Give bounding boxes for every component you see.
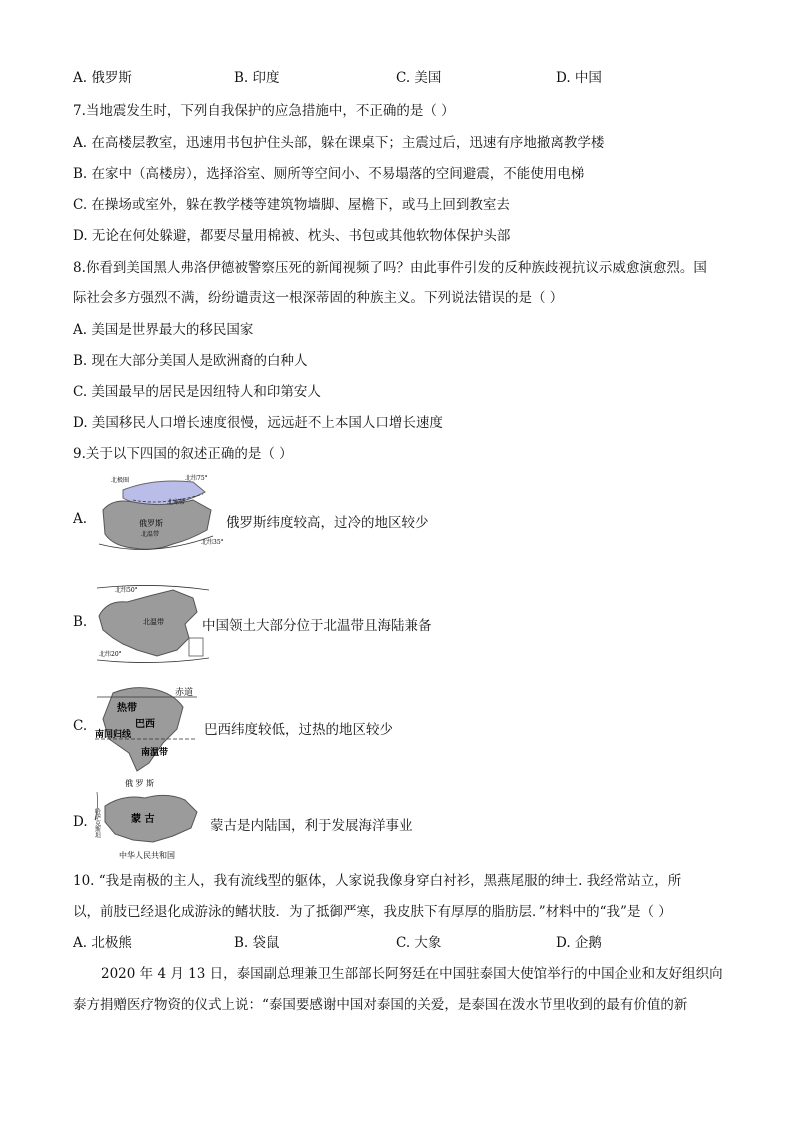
q8-option-c: C. 美国最早的居民是因纽特人和印第安人: [73, 384, 321, 400]
q6-option-b: B. 印度: [234, 70, 280, 86]
q9-option-d-letter: D.: [73, 814, 88, 830]
q10-option-a: A. 北极熊: [73, 935, 132, 951]
q6-option-d: D. 中国: [556, 70, 602, 86]
brazil-map-image: [93, 683, 201, 775]
brazil-label-5: 南温带: [141, 748, 169, 758]
russia-label-1: 北极圈: [111, 477, 130, 484]
russia-label-2: 北纬75°: [185, 475, 208, 482]
q9-option-a-text: 俄罗斯纬度较高，过冷的地区较少: [226, 515, 429, 531]
q9-option-b-letter: B.: [73, 614, 88, 630]
passage-line2: 泰方捐赠医疗物资的仪式上说：“泰国要感谢中国对泰国的关爱，是泰国在泼水节里收到的最有价值的新: [73, 997, 688, 1013]
q10-option-c: C. 大象: [396, 935, 442, 951]
russia-map-image: [93, 470, 224, 566]
q8-stem-line1: 8.你看到美国黑人弗洛伊德被警察压死的新闻视频了吗？由此事件引发的反种族歧视抗议示威愈演愈烈。国: [73, 260, 707, 276]
mongolia-label-2: 蒙 古: [131, 814, 155, 825]
q6-option-c: C. 美国: [396, 70, 442, 86]
mongolia-label-4: 中华人民共和国: [119, 851, 175, 860]
q8-option-d: D. 美国移民人口增长速度很慢，远远赶不上本国人口增长速度: [73, 415, 443, 431]
q9-stem: 9.关于以下四国的叙述正确的是（ ）: [73, 446, 293, 462]
brazil-label-1: 赤道: [175, 688, 194, 698]
q9-option-d-text: 蒙古是内陆国，利于发展海洋事业: [210, 818, 413, 834]
q7-stem: 7.当地震发生时，下列自我保护的应急措施中，不正确的是（ ）: [73, 103, 455, 119]
passage-line1: 2020 年 4 月 13 日，泰国副总理兼卫生部部长阿努廷在中国驻泰国大使馆举行的中国企业和友好组织向: [101, 966, 723, 982]
brazil-label-2: 热带: [117, 703, 137, 714]
q9-option-b-text: 中国领土大部分位于北温带且海陆兼备: [202, 618, 432, 634]
mongolia-label-1: 俄 罗 斯: [125, 779, 155, 788]
russia-label-4: 俄罗斯: [139, 519, 163, 528]
china-label-2: 北温带: [143, 618, 164, 626]
q9-option-c-text: 巴西纬度较低，过热的地区较少: [204, 722, 393, 738]
china-label-3: 北纬20°: [99, 651, 122, 658]
russia-label-5: 北温带: [141, 531, 160, 538]
china-label-1: 北纬50°: [115, 587, 138, 594]
q7-option-a: A. 在高楼层教室，迅速用书包护住头部，躲在课桌下；主震过后，迅速有序地撤离教学楼: [73, 135, 605, 151]
q10-option-b: B. 袋鼠: [234, 935, 280, 951]
mongolia-label-3: 哈萨克斯坦: [93, 808, 101, 838]
q9-option-c-letter: C.: [73, 718, 88, 734]
q6-option-a: A. 俄罗斯: [73, 70, 132, 86]
china-map-image: [93, 580, 213, 668]
brazil-label-3: 巴西: [135, 719, 155, 730]
russia-label-6: 北纬35°: [201, 539, 224, 546]
q7-option-b: B. 在家中（高楼房），选择浴室、厕所等空间小、不易塌落的空间避震，不能使用电梯: [73, 166, 585, 182]
q7-option-c: C. 在操场或室外，躲在教学楼等建筑物墙脚、屋檐下，或马上回到教室去: [73, 197, 510, 213]
russia-label-3: 北寒带: [167, 499, 186, 506]
q8-option-a: A. 美国是世界最大的移民国家: [73, 322, 254, 338]
q10-stem-line1: 10. “我是南极的主人，我有流线型的躯体，人家说我像身穿白衬衫，黑燕尾服的绅士. 我经常站立，所: [73, 873, 682, 889]
q7-option-d: D. 无论在何处躲避，都要尽量用棉被、枕头、书包或其他软物体保护头部: [73, 228, 511, 244]
q9-option-a-letter: A.: [73, 511, 88, 527]
brazil-label-4: 南回归线: [95, 730, 132, 740]
q10-stem-line2: 以，前肢已经退化成游泳的鳍状肢．为了抵御严寒，我皮肤下有厚厚的脂肪层．”材料中的“我”是（ ）: [73, 904, 672, 920]
q10-option-d: D. 企鹅: [556, 935, 602, 951]
q8-option-b: B. 现在大部分美国人是欧洲裔的白种人: [73, 353, 308, 369]
q8-stem-line2: 际社会多方强烈不满，纷纷谴责这一根深蒂固的种族主义。下列说法错误的是（ ）: [73, 290, 564, 306]
mongolia-map-image: [93, 776, 205, 868]
